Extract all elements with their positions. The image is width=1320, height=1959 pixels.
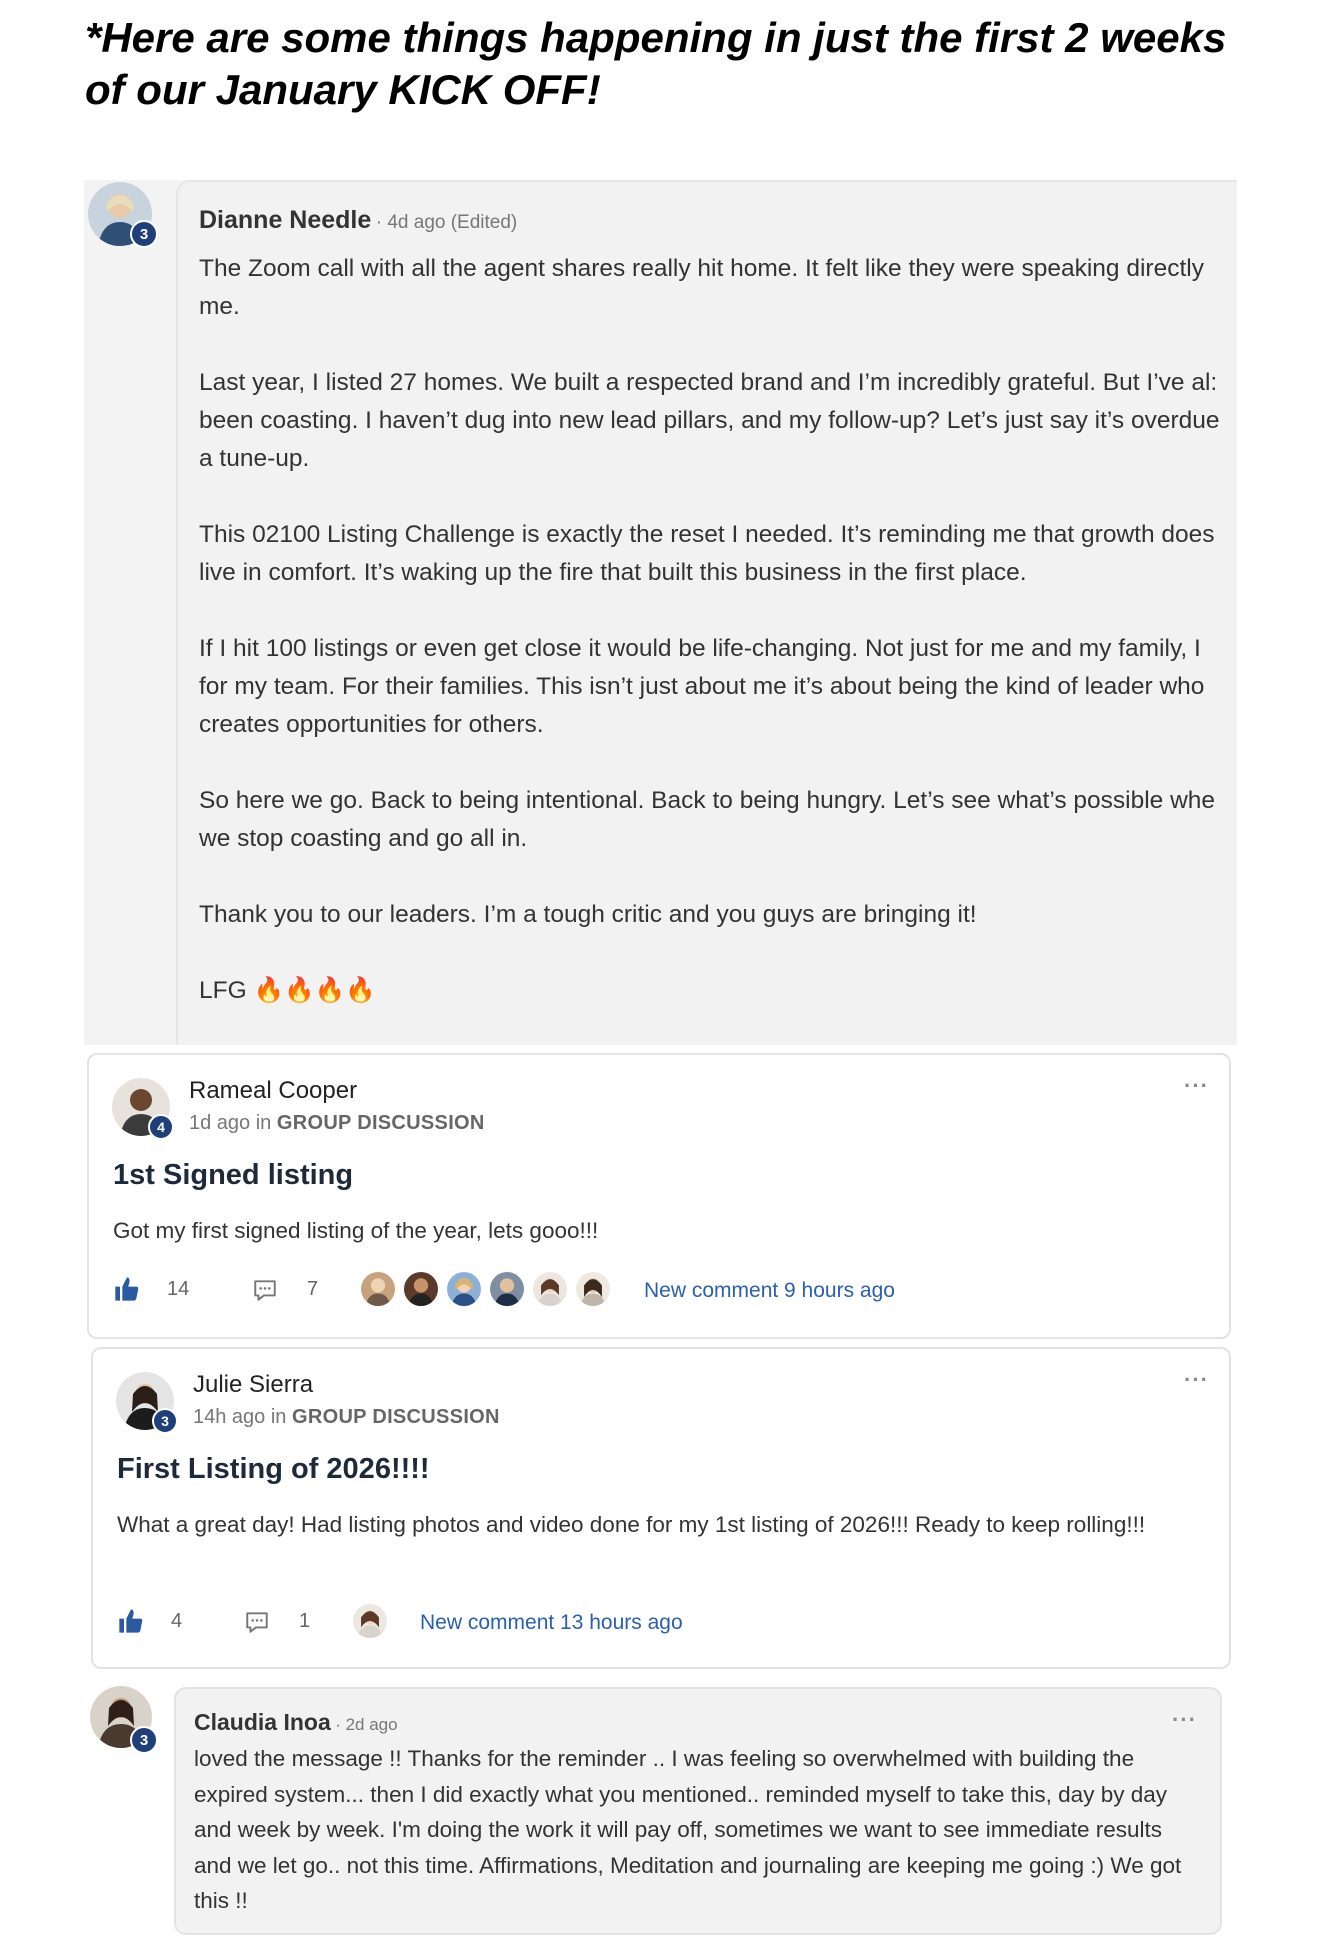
comment-icon[interactable] <box>244 1609 270 1635</box>
avatar-rameal[interactable] <box>112 1078 170 1136</box>
level-badge: 4 <box>148 1114 174 1140</box>
comment-card-claudia <box>174 1687 1222 1935</box>
more-options-icon[interactable]: ··· <box>1184 1073 1209 1098</box>
comment-count: 1 <box>299 1610 311 1632</box>
comment-count: 7 <box>307 1278 319 1300</box>
comment-body: The Zoom call with all the agent shares really hit home. It felt like they were speaking directly me. Last year, I listed 27 homes. We built a respected brand and I’m incredibly grateful. But I’ve al: been coasting. I haven’t dug into new lead pillars, and my follow-up? Let’s just say it’s overdue a tune-up. This 02100 Listing Challenge is exactly the reset I needed. It’s reminding me that growth does live in comfort. It’s waking up the fire that built this business in the first place. If I hit 100 listings or even get close it would be life-changing. Not just for me and my family, I for my team. For their families. This isn’t just about me it’s about being the kind of leader who creates opportunities for others. So here we go. Back to being intentional. Back to being hungry. Let’s see what’s possible whe we stop coasting and go all in. Thank you to our leaders. I’m a tough critic and you guys are bringing it! LFG 🔥🔥🔥🔥 <box>199 255 1220 1004</box>
commenter-avatar[interactable] <box>445 1270 483 1308</box>
group-link[interactable]: GROUP DISCUSSION <box>276 1112 485 1134</box>
commenter-avatar[interactable] <box>402 1270 440 1308</box>
avatar-claudia[interactable] <box>90 1686 152 1748</box>
post-title[interactable]: First Listing of 2026!!!! <box>117 1453 430 1485</box>
author-name[interactable]: Julie Sierra <box>193 1371 314 1398</box>
author-name[interactable]: Claudia Inoa <box>194 1709 331 1735</box>
comment-header <box>199 206 517 235</box>
new-comment-link[interactable]: New comment 9 hours ago <box>644 1279 895 1302</box>
author-name[interactable]: Dianne Needle <box>199 206 372 234</box>
commenter-avatar[interactable] <box>351 1602 389 1640</box>
like-count: 4 <box>171 1610 183 1632</box>
commenter-avatar[interactable] <box>531 1270 569 1308</box>
post-body: What a great day! Had listing photos and video done for my 1st listing of 2026!!! Ready to keep rolling!!! <box>117 1512 1146 1537</box>
level-badge: 3 <box>152 1408 178 1434</box>
post-card-rameal[interactable] <box>87 1053 1231 1339</box>
comment-header <box>194 1709 398 1736</box>
comment-card-dianne <box>176 180 1237 1045</box>
more-options-icon[interactable]: ··· <box>1184 1367 1209 1392</box>
group-link[interactable]: GROUP DISCUSSION <box>291 1406 500 1428</box>
commenter-avatar[interactable] <box>574 1270 612 1308</box>
like-icon[interactable] <box>117 1607 145 1635</box>
post-meta <box>193 1406 500 1429</box>
more-options-icon[interactable]: ··· <box>1172 1707 1197 1732</box>
post-meta <box>189 1112 485 1135</box>
avatar-dianne[interactable] <box>88 182 152 246</box>
level-badge: 3 <box>130 220 158 248</box>
commenter-avatar[interactable] <box>359 1270 397 1308</box>
commenter-avatar[interactable] <box>488 1270 526 1308</box>
like-count: 14 <box>167 1278 190 1300</box>
comment-meta: · 2d ago <box>335 1715 398 1734</box>
post-time: 1d ago in <box>189 1112 272 1134</box>
comment-body: loved the message !! Thanks for the reminder .. I was feeling so overwhelmed with building the expired system... then I did exactly what you mentioned.. reminded myself to take this, day by day and week by week. I'm doing the work it will pay off, sometimes we want to see immediate results and we let go.. not this time. Affirmations, Meditation and journaling are keeping me going :) We got this !! <box>194 1746 1188 1913</box>
level-badge: 3 <box>130 1726 158 1754</box>
post-time: 14h ago in <box>193 1406 287 1428</box>
post-title[interactable]: 1st Signed listing <box>113 1159 354 1191</box>
post-body: Got my first signed listing of the year, lets gooo!!! <box>113 1218 599 1243</box>
post-card-julie[interactable] <box>91 1347 1231 1669</box>
author-name[interactable]: Rameal Cooper <box>189 1077 358 1104</box>
page-headline: *Here are some things happening in just the first 2 weeks of our January KICK OFF! <box>85 14 1227 113</box>
comment-icon[interactable] <box>252 1277 278 1303</box>
avatar-julie[interactable] <box>116 1372 174 1430</box>
new-comment-link[interactable]: New comment 13 hours ago <box>420 1611 683 1634</box>
comment-meta: · 4d ago (Edited) <box>375 212 518 233</box>
like-icon[interactable] <box>113 1275 141 1303</box>
